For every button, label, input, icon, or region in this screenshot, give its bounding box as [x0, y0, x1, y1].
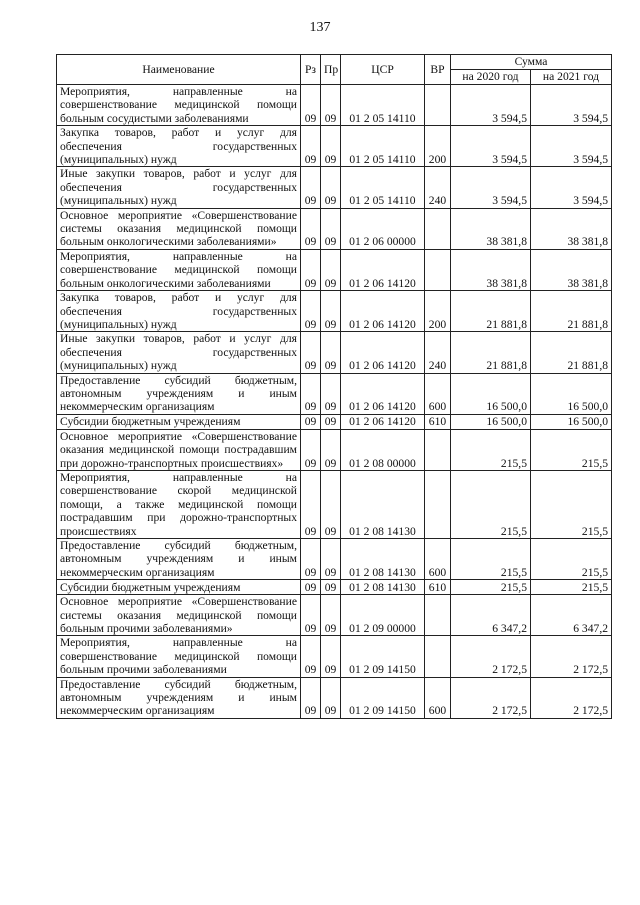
row-pr: 09	[321, 208, 341, 249]
row-sum-2020: 38 381,8	[451, 249, 531, 290]
row-name: Предоставление субсидий бюджетным, автономным учреждениям и иным некоммерческим организациям	[57, 539, 301, 580]
row-csr: 01 2 09 14150	[341, 636, 425, 677]
row-sum-2021: 215,5	[531, 580, 612, 595]
row-pr: 09	[321, 85, 341, 126]
table-row	[57, 249, 612, 290]
row-pr: 09	[321, 249, 341, 290]
row-name: Закупка товаров, работ и услуг для обеспечения государственных (муниципальных) нужд	[57, 126, 301, 167]
header-year-2021: на 2021 год	[531, 70, 612, 85]
row-sum-2021: 16 500,0	[531, 373, 612, 414]
table-row	[57, 595, 612, 636]
table-row	[57, 580, 612, 595]
table-row	[57, 208, 612, 249]
row-name: Закупка товаров, работ и услуг для обеспечения государственных (муниципальных) нужд	[57, 291, 301, 332]
row-sum-2021: 38 381,8	[531, 208, 612, 249]
row-csr: 01 2 06 14120	[341, 291, 425, 332]
row-sum-2020: 215,5	[451, 429, 531, 470]
row-sum-2020: 16 500,0	[451, 373, 531, 414]
row-sum-2021: 3 594,5	[531, 167, 612, 208]
row-sum-2021: 215,5	[531, 429, 612, 470]
row-sum-2021: 21 881,8	[531, 291, 612, 332]
header-name: Наименование	[57, 55, 301, 85]
row-csr: 01 2 08 14130	[341, 580, 425, 595]
table-header	[57, 55, 612, 85]
row-vr	[425, 595, 451, 636]
row-rz: 09	[301, 470, 321, 538]
row-name: Предоставление субсидий бюджетным, автономным учреждениям и иным некоммерческим организациям	[57, 677, 301, 718]
row-csr: 01 2 08 14130	[341, 539, 425, 580]
row-pr: 09	[321, 373, 341, 414]
row-vr	[425, 208, 451, 249]
row-vr: 610	[425, 414, 451, 429]
row-rz: 09	[301, 208, 321, 249]
table-row	[57, 126, 612, 167]
row-vr: 200	[425, 291, 451, 332]
header-vr: ВР	[425, 55, 451, 85]
row-vr: 200	[425, 126, 451, 167]
row-pr: 09	[321, 414, 341, 429]
row-sum-2020: 2 172,5	[451, 636, 531, 677]
budget-table	[56, 54, 612, 719]
row-name: Основное мероприятие «Совершенствование оказания медицинской помощи пострадавшим при дорожно-транспортных происшествиях»	[57, 429, 301, 470]
row-csr: 01 2 08 14130	[341, 470, 425, 538]
row-name: Мероприятия, направленные на совершенствование медицинской помощи больным сосудистыми заболеваниями	[57, 85, 301, 126]
row-name: Предоставление субсидий бюджетным, автономным учреждениям и иным некоммерческим организациям	[57, 373, 301, 414]
table-body	[57, 85, 612, 719]
header-sum: Сумма	[451, 55, 612, 70]
row-sum-2021: 2 172,5	[531, 636, 612, 677]
row-pr: 09	[321, 636, 341, 677]
row-name: Основное мероприятие «Совершенствование системы оказания медицинской помощи больным прочими заболеваниями»	[57, 595, 301, 636]
row-csr: 01 2 06 14120	[341, 332, 425, 373]
row-rz: 09	[301, 249, 321, 290]
row-rz: 09	[301, 677, 321, 718]
row-csr: 01 2 05 14110	[341, 126, 425, 167]
row-rz: 09	[301, 414, 321, 429]
row-csr: 01 2 06 00000	[341, 208, 425, 249]
row-name: Субсидии бюджетным учреждениям	[57, 580, 301, 595]
row-sum-2021: 215,5	[531, 470, 612, 538]
row-rz: 09	[301, 580, 321, 595]
row-pr: 09	[321, 539, 341, 580]
row-name: Мероприятия, направленные на совершенствование медицинской помощи больным онкологическими заболеваниями	[57, 249, 301, 290]
row-sum-2020: 2 172,5	[451, 677, 531, 718]
row-pr: 09	[321, 332, 341, 373]
row-csr: 01 2 05 14110	[341, 85, 425, 126]
row-pr: 09	[321, 167, 341, 208]
row-rz: 09	[301, 595, 321, 636]
row-pr: 09	[321, 677, 341, 718]
row-vr: 600	[425, 677, 451, 718]
row-rz: 09	[301, 167, 321, 208]
row-rz: 09	[301, 429, 321, 470]
row-pr: 09	[321, 580, 341, 595]
table-row	[57, 677, 612, 718]
row-name: Мероприятия, направленные на совершенствование скорой медицинской помощи, а также медицинской помощи пострадавшим при дорожно-транспортных происшествиях	[57, 470, 301, 538]
page-number: 137	[309, 20, 331, 35]
table-row	[57, 85, 612, 126]
row-csr: 01 2 09 14150	[341, 677, 425, 718]
row-rz: 09	[301, 373, 321, 414]
table-row	[57, 373, 612, 414]
row-sum-2020: 215,5	[451, 580, 531, 595]
row-pr: 09	[321, 291, 341, 332]
row-vr	[425, 249, 451, 290]
row-vr: 240	[425, 167, 451, 208]
row-csr: 01 2 06 14120	[341, 373, 425, 414]
row-sum-2020: 3 594,5	[451, 85, 531, 126]
table-row	[57, 291, 612, 332]
row-name: Мероприятия, направленные на совершенствование медицинской помощи больным прочими заболеваниями	[57, 636, 301, 677]
row-rz: 09	[301, 539, 321, 580]
row-csr: 01 2 06 14120	[341, 414, 425, 429]
row-sum-2020: 21 881,8	[451, 291, 531, 332]
row-vr	[425, 470, 451, 538]
row-pr: 09	[321, 470, 341, 538]
row-vr: 240	[425, 332, 451, 373]
table-row	[57, 636, 612, 677]
row-name: Субсидии бюджетным учреждениям	[57, 414, 301, 429]
table-row	[57, 332, 612, 373]
row-sum-2020: 21 881,8	[451, 332, 531, 373]
row-sum-2020: 38 381,8	[451, 208, 531, 249]
row-sum-2020: 215,5	[451, 470, 531, 538]
row-vr: 610	[425, 580, 451, 595]
row-sum-2021: 3 594,5	[531, 126, 612, 167]
row-sum-2021: 38 381,8	[531, 249, 612, 290]
row-csr: 01 2 09 00000	[341, 595, 425, 636]
table-row	[57, 414, 612, 429]
row-sum-2020: 3 594,5	[451, 167, 531, 208]
row-sum-2021: 2 172,5	[531, 677, 612, 718]
row-sum-2021: 3 594,5	[531, 85, 612, 126]
row-name: Иные закупки товаров, работ и услуг для обеспечения государственных (муниципальных) нужд	[57, 332, 301, 373]
row-sum-2020: 6 347,2	[451, 595, 531, 636]
row-sum-2020: 215,5	[451, 539, 531, 580]
row-rz: 09	[301, 636, 321, 677]
header-year-2020: на 2020 год	[451, 70, 531, 85]
row-vr: 600	[425, 539, 451, 580]
table-row	[57, 167, 612, 208]
row-sum-2021: 16 500,0	[531, 414, 612, 429]
row-vr: 600	[425, 373, 451, 414]
row-pr: 09	[321, 126, 341, 167]
row-vr	[425, 429, 451, 470]
row-csr: 01 2 06 14120	[341, 249, 425, 290]
row-csr: 01 2 08 00000	[341, 429, 425, 470]
row-name: Иные закупки товаров, работ и услуг для обеспечения государственных (муниципальных) нужд	[57, 167, 301, 208]
header-csr: ЦСР	[341, 55, 425, 85]
row-sum-2021: 6 347,2	[531, 595, 612, 636]
header-pr: Пр	[321, 55, 341, 85]
row-rz: 09	[301, 332, 321, 373]
row-rz: 09	[301, 126, 321, 167]
row-vr	[425, 85, 451, 126]
header-rz: Рз	[301, 55, 321, 85]
row-pr: 09	[321, 595, 341, 636]
row-sum-2021: 21 881,8	[531, 332, 612, 373]
row-sum-2021: 215,5	[531, 539, 612, 580]
table-row	[57, 429, 612, 470]
row-name: Основное мероприятие «Совершенствование системы оказания медицинской помощи больным онкологическими заболеваниями»	[57, 208, 301, 249]
table-row	[57, 539, 612, 580]
table-row	[57, 470, 612, 538]
row-vr	[425, 636, 451, 677]
row-rz: 09	[301, 291, 321, 332]
row-sum-2020: 16 500,0	[451, 414, 531, 429]
row-csr: 01 2 05 14110	[341, 167, 425, 208]
row-sum-2020: 3 594,5	[451, 126, 531, 167]
row-pr: 09	[321, 429, 341, 470]
row-rz: 09	[301, 85, 321, 126]
